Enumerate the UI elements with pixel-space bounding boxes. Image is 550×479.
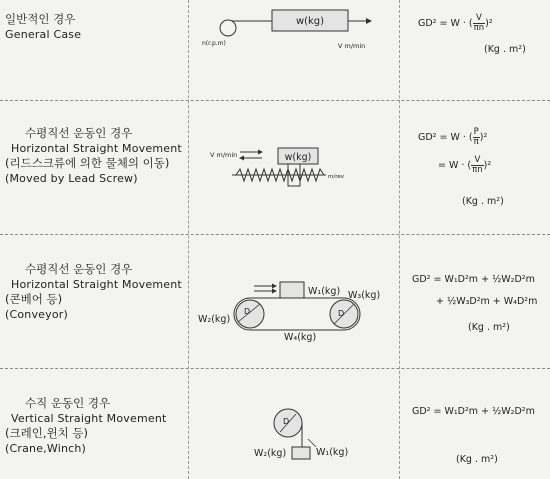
general-case-figure	[188, 0, 398, 100]
pulley-d-label: D	[244, 307, 251, 316]
korean-subtitle: (크레인,윈치 등)	[5, 426, 88, 440]
korean-subtitle: (콘베어 등)	[5, 292, 63, 306]
conveyor-figure	[188, 234, 398, 368]
lead-screw-figure	[188, 100, 398, 234]
unit-label: (Kg . m²)	[484, 44, 526, 55]
formula-line-2: + ½W₃D²m + W₄D²m	[436, 296, 538, 307]
row-conveyor	[0, 234, 550, 368]
w1-label: W₁(kg)	[308, 286, 341, 297]
row-vertical-movement	[0, 368, 550, 479]
load-label: w(kg)	[284, 152, 312, 163]
vertical-movement-figure	[188, 368, 398, 479]
english-line: Horizontal Straight Movement	[11, 142, 182, 155]
description	[0, 100, 193, 186]
arrow-head-icon	[258, 150, 263, 155]
formula	[400, 368, 550, 479]
arrow-head-icon	[272, 289, 277, 294]
korean-title: 수직 운동인 경우	[25, 396, 111, 410]
w2-label: W₂(kg)	[198, 314, 231, 325]
arrow-head-icon	[366, 18, 372, 24]
velocity-label: V m/min	[338, 42, 366, 50]
korean-title: 수평직선 운동인 경우	[25, 262, 133, 276]
description	[0, 0, 193, 42]
korean-subtitle: (리드스크류에 의한 물체의 이동)	[5, 156, 170, 170]
unit-label: (Kg . m²)	[462, 196, 504, 207]
formula	[400, 234, 550, 368]
english-line: (Crane,Winch)	[5, 442, 87, 455]
velocity-label: V m/min	[210, 151, 238, 159]
formula	[400, 100, 550, 234]
w3-label: W₃(kg)	[348, 290, 381, 301]
pulley-d-label: D	[338, 309, 345, 318]
description	[0, 234, 193, 322]
w2-label: W₂(kg)	[254, 448, 287, 459]
english-line: Vertical Straight Movement	[11, 412, 167, 425]
load-box	[280, 282, 304, 298]
drum-d-label: D	[283, 417, 290, 426]
korean-title: 일반적인 경우	[5, 12, 76, 26]
unit-label: (Kg . m²)	[456, 454, 498, 465]
load-label: w(kg)	[295, 16, 325, 27]
formula-line-2: = W · ( $\frac{V}{\pi n}$ )²	[438, 155, 492, 175]
motor-circle	[220, 20, 236, 36]
w1-label: W₁(kg)	[316, 447, 349, 458]
arrow-head-icon	[239, 156, 244, 161]
english-line: Horizontal Straight Movement	[11, 278, 182, 291]
arrow-head-icon	[272, 284, 277, 289]
english-line: General Case	[5, 28, 82, 41]
formula-line: GD² = W · ( $\frac{V}{\pi n}$ )²	[418, 13, 493, 33]
load-box	[292, 447, 310, 459]
formula	[400, 0, 550, 100]
unit-label: (Kg . m²)	[468, 322, 510, 333]
english-line: (Moved by Lead Screw)	[5, 172, 138, 185]
formula-line-1: GD² = W · ( $\frac{P}{\pi}$ )²	[418, 127, 488, 147]
w4-label: W₄(kg)	[284, 332, 317, 343]
english-line: (Conveyor)	[5, 308, 69, 321]
pitch-label: m/rev	[328, 174, 344, 180]
formula-line-1: GD² = W₁D²m + ½W₂D²m	[412, 274, 535, 285]
row-general-case	[0, 0, 550, 100]
description	[0, 368, 193, 456]
speed-label: n(r.p.m)	[202, 40, 226, 47]
row-lead-screw	[0, 100, 550, 234]
formula-line-1: GD² = W₁D²m + ½W₂D²m	[412, 406, 535, 417]
korean-title: 수평직선 운동인 경우	[25, 126, 133, 140]
